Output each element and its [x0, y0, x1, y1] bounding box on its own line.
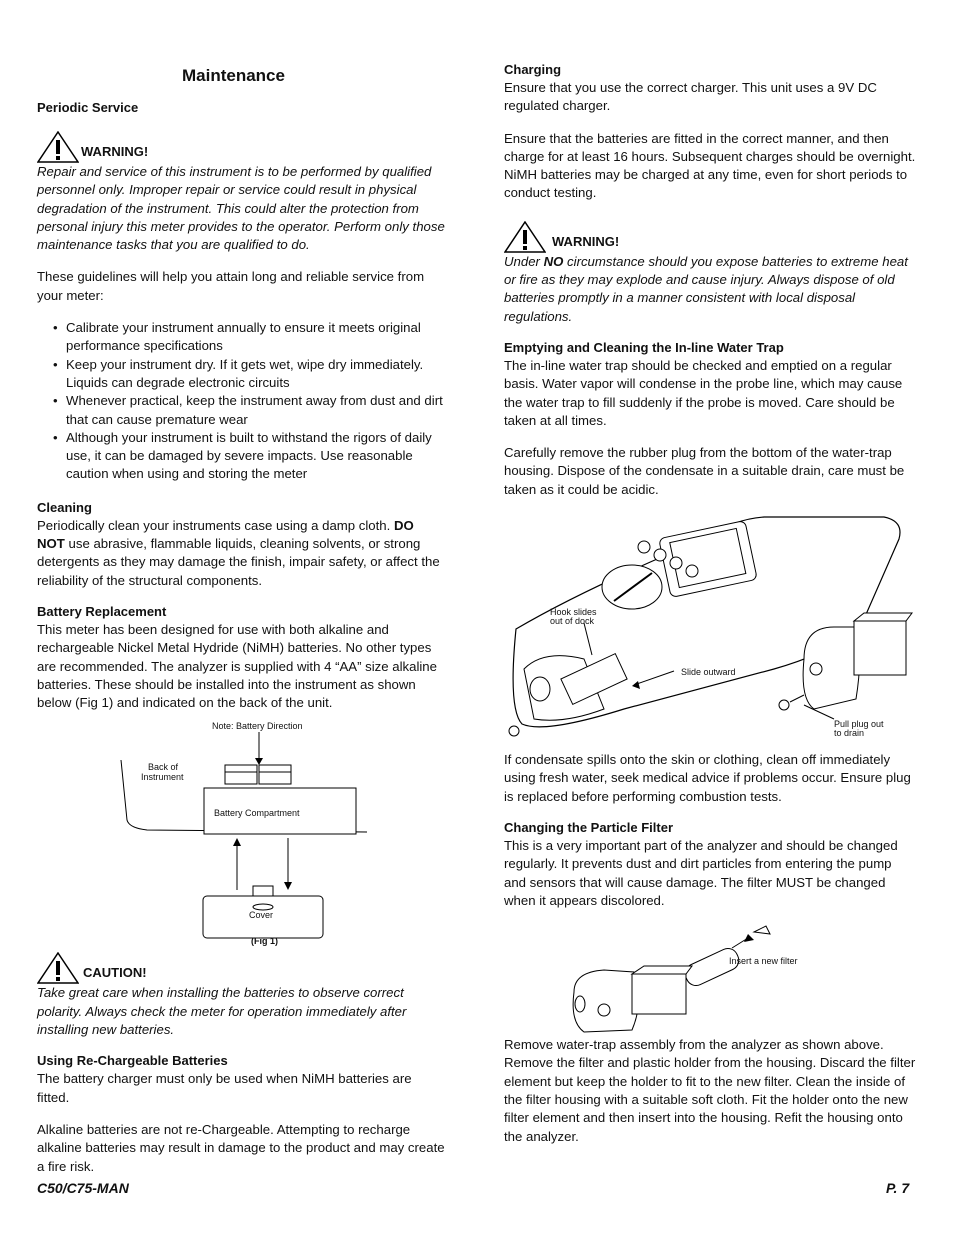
- list-item: • Keep your instrument dry. If it gets wet, wipe dry immediately. Liquids can degrade electronic circuits: [53, 356, 445, 393]
- warning2-pre: Under: [504, 253, 540, 269]
- water-trap-text-2: Carefully remove the rubber plug from the bottom of the water-trap housing. Dispose of the condensate in a suitable drain, care must be taken as it could be acidic.: [504, 445, 905, 497]
- warning-header-1: [37, 131, 445, 159]
- warning-text-1: Repair and service of this instrument is to be performed by qualified personnel only. Improper repair or service could result in physical degradation of the instrument. This could alter the protection from personal injury this meter provides to the operator. Perform only those maintenance tasks that you are qualified to do.: [37, 164, 445, 253]
- guidelines-intro: These guidelines will help you attain long and reliable service from your meter:: [37, 269, 425, 303]
- fig1-note: Note: Battery Direction: [212, 721, 303, 732]
- guidelines-list: [37, 319, 445, 484]
- fig1-back-label-2: Instrument: [141, 772, 184, 783]
- footer-doc-id: C50/C75-MAN: [37, 1180, 129, 1196]
- remove-filter-text: Remove water-trap assembly from the analyzer as shown above. Remove the filter and plastic holder from the housing. Discard the filter element but keep the holder to fit to the new filter. Clean the inside of the filter housing with a suitable soft cloth. Fit the holder onto the new filter element and then insert into the housing. Refit the housing onto the analyzer.: [504, 1037, 916, 1144]
- fig2-pull-label-2: to drain: [834, 728, 865, 739]
- fig2-hook-label-2: out of dock: [550, 616, 595, 627]
- list-item: • Whenever practical, keep the instrument away from dust and dirt that can cause premature wear: [53, 392, 445, 429]
- battery-figure: [37, 720, 445, 948]
- warning-label-1: WARNING!: [81, 144, 149, 159]
- caution-text: Take great care when installing the batteries to observe correct polarity. Always check the meter for operation immediately after installing new batteries.: [37, 985, 407, 1038]
- cleaning-emphasis: DO NOT: [37, 517, 414, 552]
- fig2-hook-label-1: Hook slides: [550, 607, 597, 618]
- warning-triangle-icon: [37, 952, 79, 984]
- warning-label-2: WARNING!: [552, 233, 620, 249]
- left-column: [37, 62, 445, 1190]
- periodic-service-heading: Periodic Service: [37, 100, 139, 115]
- particle-filter-text: This is a very important part of the analyzer and should be changed regularly. It prevents dust and dirt particles from entering the pump and sensors that will cause damage. The filter MUST be changed when it appears discolored.: [504, 837, 898, 908]
- fig3-insert-label: Insert a new filter: [729, 956, 798, 967]
- fig1-compartment-label: Battery Compartment: [214, 808, 300, 819]
- rechargeable-heading: Using Re-Chargeable Batteries: [37, 1053, 228, 1069]
- warning-triangle-icon: [504, 221, 546, 253]
- rechargeable-text-1: The battery charger must only be used when NiMH batteries are fitted.: [37, 1071, 412, 1105]
- list-item: • Calibrate your instrument annually to ensure it meets original performance specifications: [53, 319, 445, 356]
- warning-text-2: [504, 253, 916, 326]
- footer-page-number: P. 7: [886, 1180, 910, 1196]
- cleaning-text-part-1: Periodically clean your instruments case using a damp cloth.: [37, 517, 391, 533]
- battery-replacement-heading: Battery Replacement: [37, 603, 167, 619]
- warning2-text: circumstance should you expose batteries to extreme heat or fire as they may explode and cause injury. Always dispose of old batteries promptly in a manner consistent with local disposal regulations.: [504, 253, 908, 324]
- analyzer-diagram: [504, 509, 916, 745]
- page-title: Maintenance: [182, 66, 285, 85]
- caution-label: CAUTION!: [83, 965, 147, 981]
- battery-diagram: [37, 720, 445, 948]
- water-trap-figure: [504, 509, 916, 745]
- rechargeable-text-2: Alkaline batteries are not re-Chargeable. Attempting to recharge alkaline batteries may result in damage to the product and may create a fire risk.: [37, 1121, 445, 1174]
- fig2-slide-label: Slide outward: [681, 667, 736, 678]
- charging-text-1: Ensure that you use the correct charger. This unit uses a 9V DC regulated charger.: [504, 80, 877, 114]
- fig1-cover-label: Cover: [249, 910, 274, 921]
- condensate-text: If condensate spills onto the skin or clothing, clean off immediately using fresh water, seek medical advice if problems occur. Ensure plug is replaced before performing combustion tests.: [504, 752, 911, 804]
- warning2-emphasis: NO: [543, 253, 564, 269]
- charging-heading: Charging: [504, 62, 562, 77]
- cleaning-text: [37, 517, 445, 590]
- cleaning-text-part-2: use abrasive, flammable liquids, cleaning solvents, or strong detergents as they may damage the finish, impair safety, or affect the reliability of the structural components.: [37, 536, 440, 588]
- fig1-back-label-1: Back of: [148, 762, 179, 773]
- particle-filter-heading: Changing the Particle Filter: [504, 819, 674, 835]
- filter-figure: [504, 912, 916, 1036]
- water-trap-text-1: The in-line water trap should be checked and emptied on a regular basis. Water vapor will condense in the probe line, which may cause the water trap to fill suddenly if the probe is moved. Care should be taken at all times.: [504, 357, 903, 428]
- cleaning-heading: Cleaning: [37, 499, 92, 515]
- charging-text-2: Ensure that the batteries are fitted in the correct manner, and then charge for at least 16 hours. Subsequent charges should be overnight. NiMH batteries may be charged at any time, even for short periods to conduct testing.: [504, 130, 916, 201]
- water-trap-heading: Emptying and Cleaning the In-line Water Trap: [504, 339, 784, 355]
- list-item: • Although your instrument is built to withstand the rigors of daily use, it can be damaged by severe impacts. Use reasonable caution when using and storing the meter: [53, 429, 445, 484]
- warning-triangle-icon: [37, 131, 79, 163]
- filter-diagram: [504, 912, 916, 1036]
- fig2-pull-label-1: Pull plug out: [834, 719, 884, 730]
- right-column: [504, 62, 916, 1160]
- battery-replacement-text: This meter has been designed for use with both alkaline and rechargeable Nickel Metal Hydride (NiMH) batteries. No other types are recommended. The analyzer is supplied with 4 “AA” size alkaline batteries. These should be installed into the instrument as shown below (Fig 1) and indicated on the back of the unit.: [37, 621, 437, 711]
- fig1-caption: (Fig 1): [251, 936, 278, 947]
- caution-header: [37, 952, 445, 980]
- warning-header-2: [504, 221, 916, 249]
